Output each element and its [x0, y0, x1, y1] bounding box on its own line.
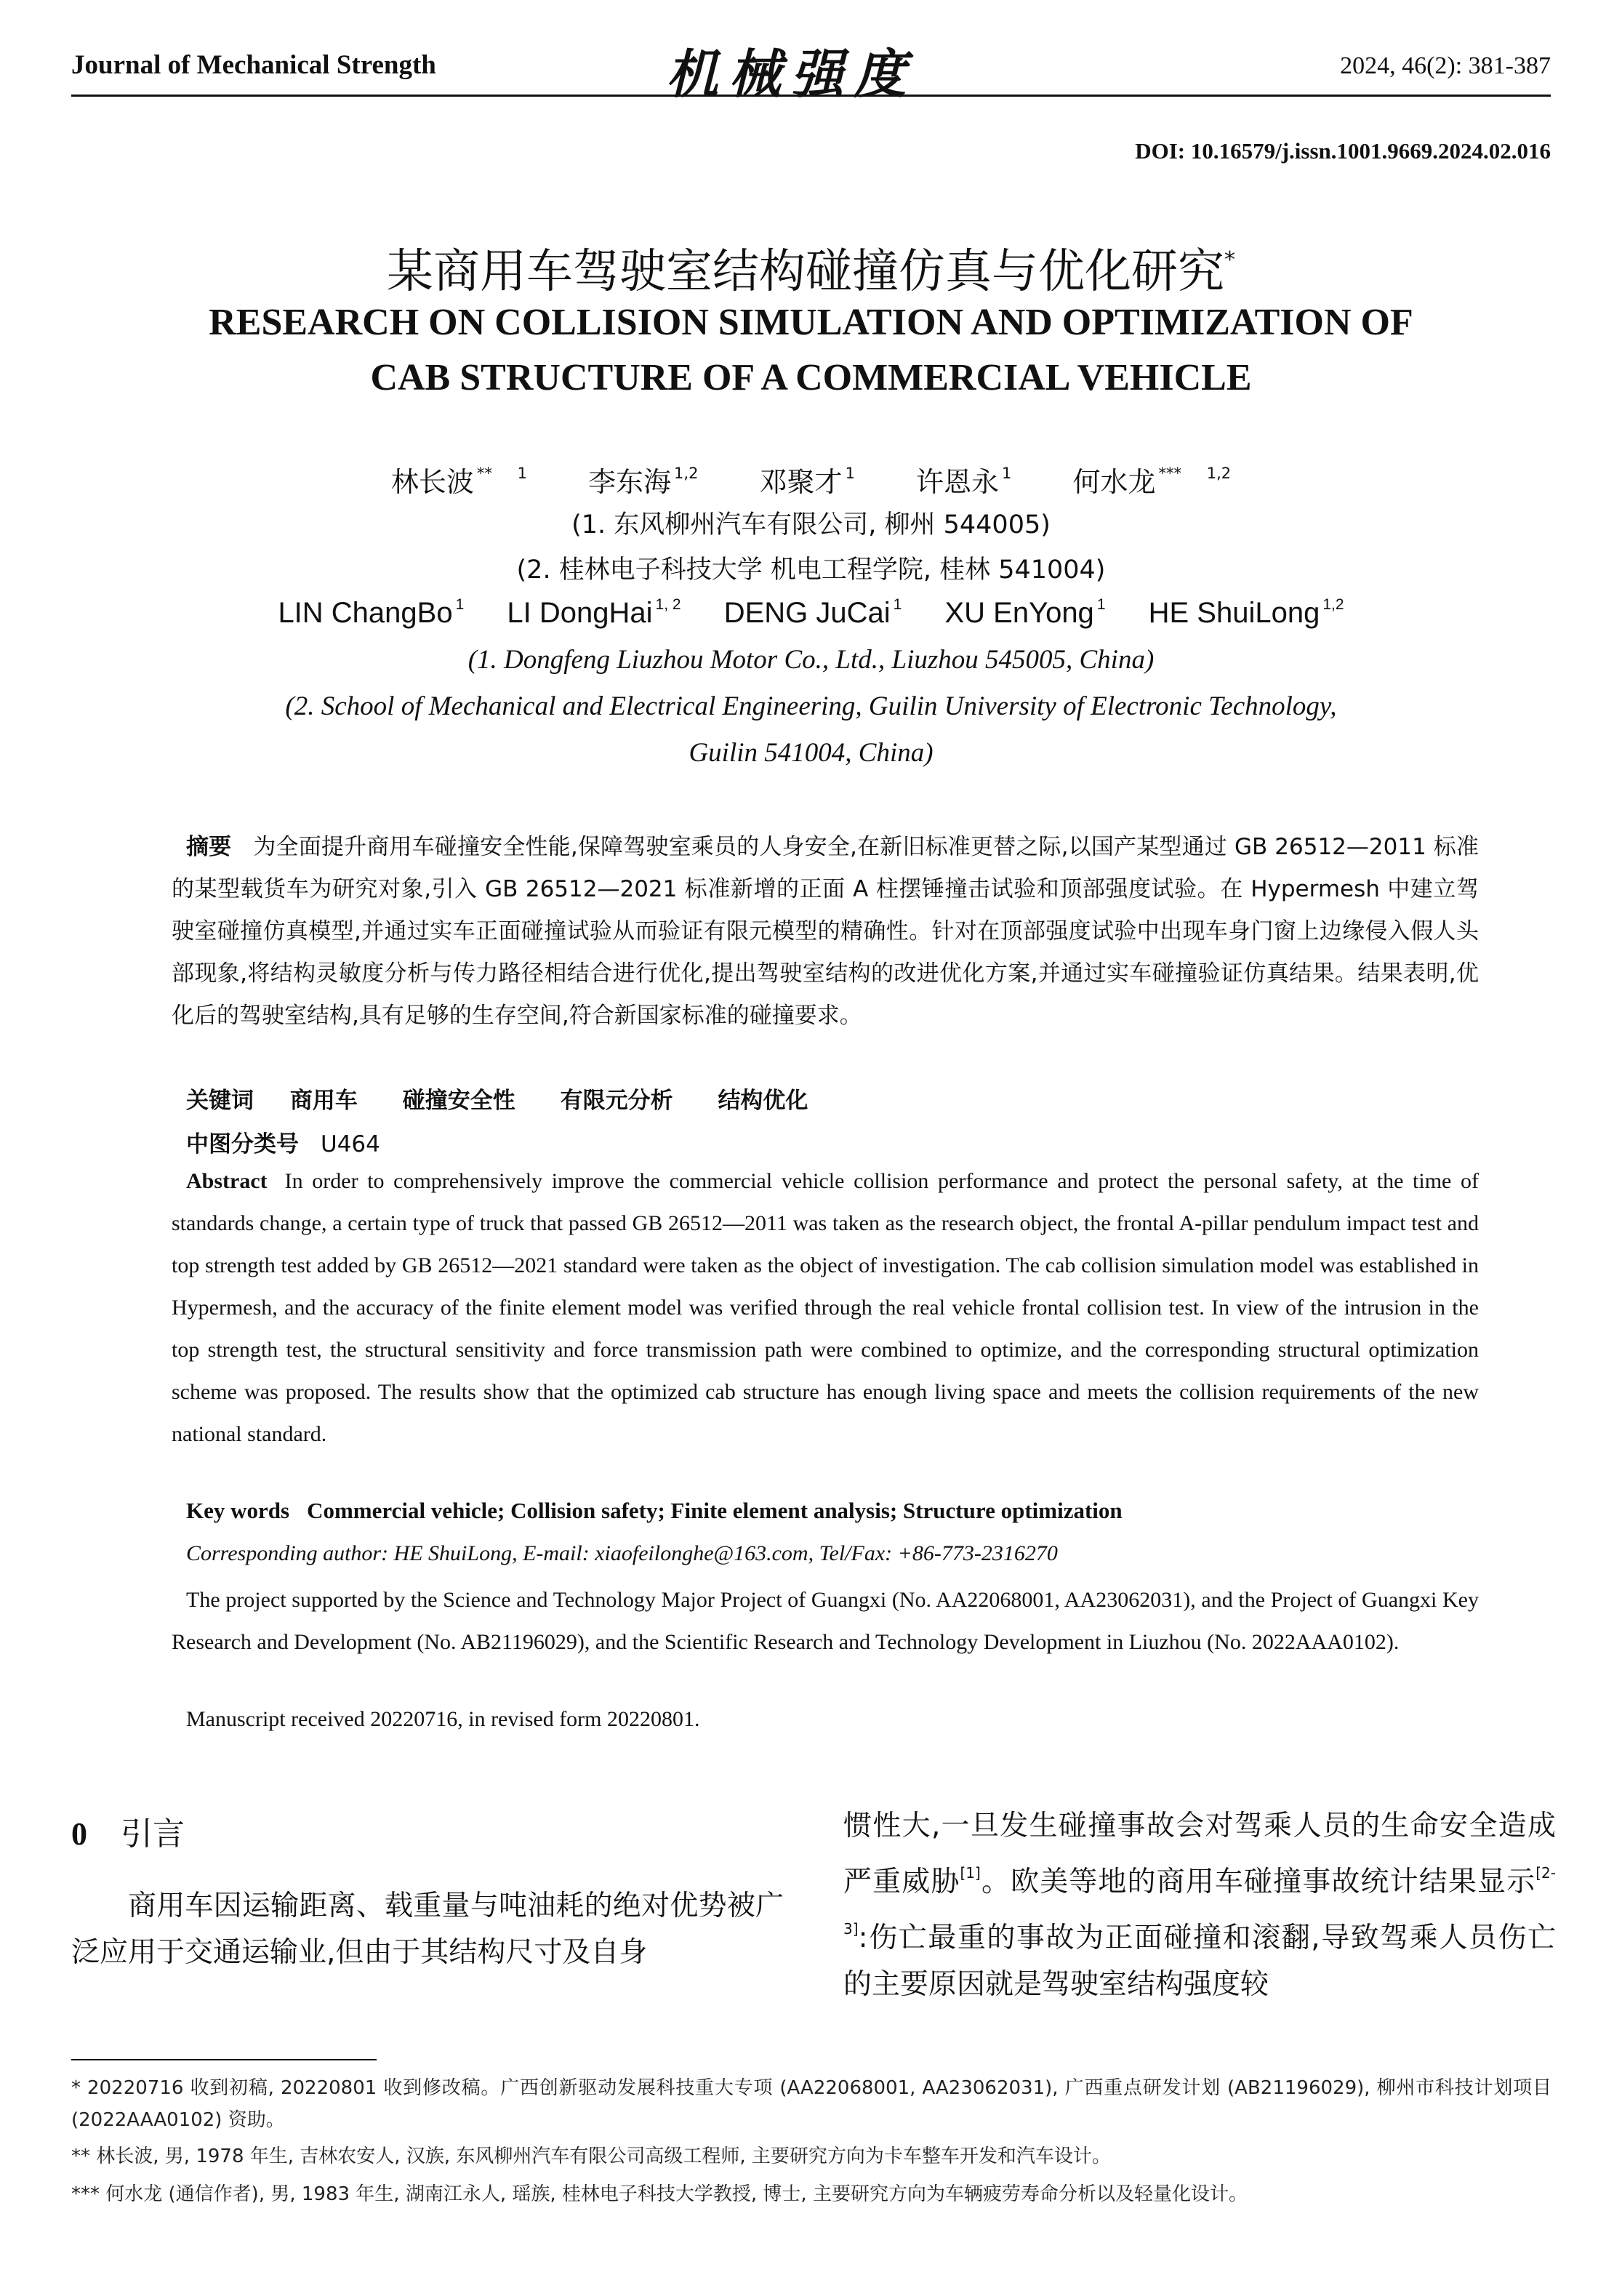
title-cn: 某商用车驾驶室结构碰撞仿真与优化研究* [387, 245, 1235, 299]
affiliation-cn-2: (2. 桂林电子科技大学 机电工程学院, 桂林 541004) [516, 555, 1106, 585]
issue-info: 2024, 46(2): 381-387 [1340, 52, 1551, 79]
abstract-cn [172, 826, 1479, 1037]
author-cn: 林长波 $^{** 1}$ [390, 465, 527, 498]
abstract-cn-label: 摘要 [186, 834, 232, 860]
classification-cn [186, 1125, 380, 1158]
doi: DOI: 10.16579/j.issn.1001.9669.2024.02.016 [1135, 138, 1551, 164]
section-number: 0 [71, 1816, 87, 1852]
affiliation-cn-1: (1. 东风柳州汽车有限公司, 柳州 544005) [571, 510, 1051, 539]
footnote-1: * 20220716 收到初稿, 20220801 收到修改稿。广西创新驱动发展科技重大专项 (AA22068001, AA23062031), 广西重点研发计划 (AB21196029), 柳州市科技计划项目 (2022AAA0102) 资助。 [71, 2077, 1551, 2131]
keyword-cn: 碰撞安全性 [402, 1088, 515, 1114]
author-en: DENG JuCai $^1$ [723, 596, 902, 629]
classification-value: U464 [321, 1131, 380, 1157]
title-footnote-mark: * [1224, 247, 1235, 273]
classification-label: 中图分类号 [186, 1131, 299, 1157]
section-title: 引言 [121, 1815, 185, 1853]
title-en-line1: RESEARCH ON COLLISION SIMULATION AND OPTIMIZATION OF [209, 302, 1413, 343]
abstract-en-text: In order to comprehensively improve the commercial vehicle collision performance and protect the personal safety, at the time of standards change, a certain type of truck that passed GB 26512—2011 was taken as the research object, the frontal A-pillar pendulum impact test and top strength test added by GB 26512—2021 standard were taken as the object of investigation. The cab collision simulation model was established in Hypermesh, and the accuracy of the finite element model was verified through the real vehicle frontal collision test. In view of the intrusion in the top strength test, the structural sensitivity and force transmission path were combined to optimize, and the corresponding structural optimization scheme was proposed. The results show that the optimized cab structure has enough living space and meets the collision requirements of the new national standard. [172, 1169, 1479, 1446]
journal-logo-cn: 机械强度 [666, 43, 917, 105]
abstract-en-label: Abstract [186, 1169, 268, 1193]
author-en: LI DongHai $^{1, 2}$ [507, 596, 681, 629]
authors-en [0, 596, 1622, 630]
keywords-cn [186, 1082, 846, 1115]
keywords-en-label: Key words [186, 1498, 290, 1523]
keywords-en [186, 1498, 1123, 1524]
authors-cn [0, 459, 1622, 499]
citation-ref: [2-3] [843, 1864, 1556, 1938]
footnote-2: ** 林长波, 男, 1978 年生, 吉林农安人, 汉族, 东风柳州汽车有限公司高级工程师, 主要研究方向为卡车整车开发和汽车设计。 [71, 2146, 1111, 2167]
author-cn: 何水龙 $^{*** 1,2}$ [1072, 465, 1232, 498]
funding-note: The project supported by the Science and Technology Major Project of Guangxi (No. AA22068001, AA23062031), and the Project of Guangxi Key Research and Development (No. AB21196029), and the Scientific Research and Technology Development in Liuzhou (No. 2022AAA0102). [172, 1588, 1479, 1654]
corresponding-author: Corresponding author: HE ShuiLong, E-mail: xiaofeilonghe@163.com, Tel/Fax: +86-773-2316270 [186, 1541, 1058, 1565]
journal-name-en: Journal of Mechanical Strength [71, 50, 436, 80]
affiliation-en-3: Guilin 541004, China) [688, 738, 934, 768]
keyword-cn: 商用车 [289, 1088, 358, 1114]
keyword-cn: 结构优化 [718, 1088, 808, 1114]
title-en-line2: CAB STRUCTURE OF A COMMERCIAL VEHICLE [370, 357, 1252, 398]
keywords-cn-label: 关键词 [186, 1088, 254, 1114]
author-cn: 邓聚才 $^1$ [759, 465, 855, 498]
affiliation-en-2: (2. School of Mechanical and Electrical Engineering, Guilin University of Electronic Technology, [285, 691, 1337, 721]
keyword-cn: 有限元分析 [560, 1088, 673, 1114]
manuscript-dates: Manuscript received 20220716, in revised form 20220801. [186, 1707, 700, 1731]
author-en: XU EnYong $^1$ [944, 596, 1106, 629]
footnote-divider [71, 2059, 377, 2060]
affiliation-en-1: (1. Dongfeng Liuzhou Motor Co., Ltd., Liuzhou 545005, China) [467, 645, 1155, 675]
keywords-en-text: Commercial vehicle; Collision safety; Finite element analysis; Structure optimization [307, 1498, 1123, 1523]
body-right-column: 惯性大,一旦发生碰撞事故会对驾乘人员的生命安全造成严重威胁[1]。欧美等地的商用车碰撞事故统计结果显示[2-3]:伤亡最重的事故为正面碰撞和滚翻,导致驾乘人员伤亡的主要原因就是驾驶室结构强度较 [843, 1810, 1556, 2001]
author-en: HE ShuiLong $^{1,2}$ [1148, 596, 1344, 629]
body-left-column: 商用车因运输距离、载重量与吨油耗的绝对优势被广泛应用于交通运输业,但由于其结构尺寸及自身 [71, 1890, 784, 1969]
author-cn: 许恩永 $^1$ [916, 465, 1012, 498]
abstract-en [172, 1160, 1479, 1456]
header-divider [71, 95, 1551, 97]
section-heading [71, 1807, 185, 1854]
footnote-3: *** 何水龙 (通信作者), 男, 1983 年生, 湖南江永人, 瑶族, 桂林电子科技大学教授, 博士, 主要研究方向为车辆疲劳寿命分析以及轻量化设计。 [71, 2183, 1248, 2205]
abstract-cn-text: 为全面提升商用车碰撞安全性能,保障驾驶室乘员的人身安全,在新旧标准更替之际,以国产某型通过 GB 26512—2011 标准的某型载货车为研究对象,引入 GB 26512—2021 标准新增的正面 A 柱摆锤撞击试验和顶部强度试验。在 Hypermesh 中建立驾驶室碰撞仿真模型,并通过实车正面碰撞试验从而验证有限元模型的精确性。针对在顶部强度试验中出现车身门窗上边缘侵入假人头部现象,将结构灵敏度分析与传力路径相结合进行优化,提出驾驶室结构的改进优化方案,并通过实车碰撞验证仿真结果。结果表明,优化后的驾驶室结构,具有足够的生存空间,符合新国家标准的碰撞要求。 [172, 834, 1479, 1029]
author-cn: 李东海 $^{1,2}$ [588, 465, 699, 498]
author-en: LIN ChangBo $^1$ [278, 596, 465, 629]
citation-ref: [1] [960, 1864, 981, 1882]
